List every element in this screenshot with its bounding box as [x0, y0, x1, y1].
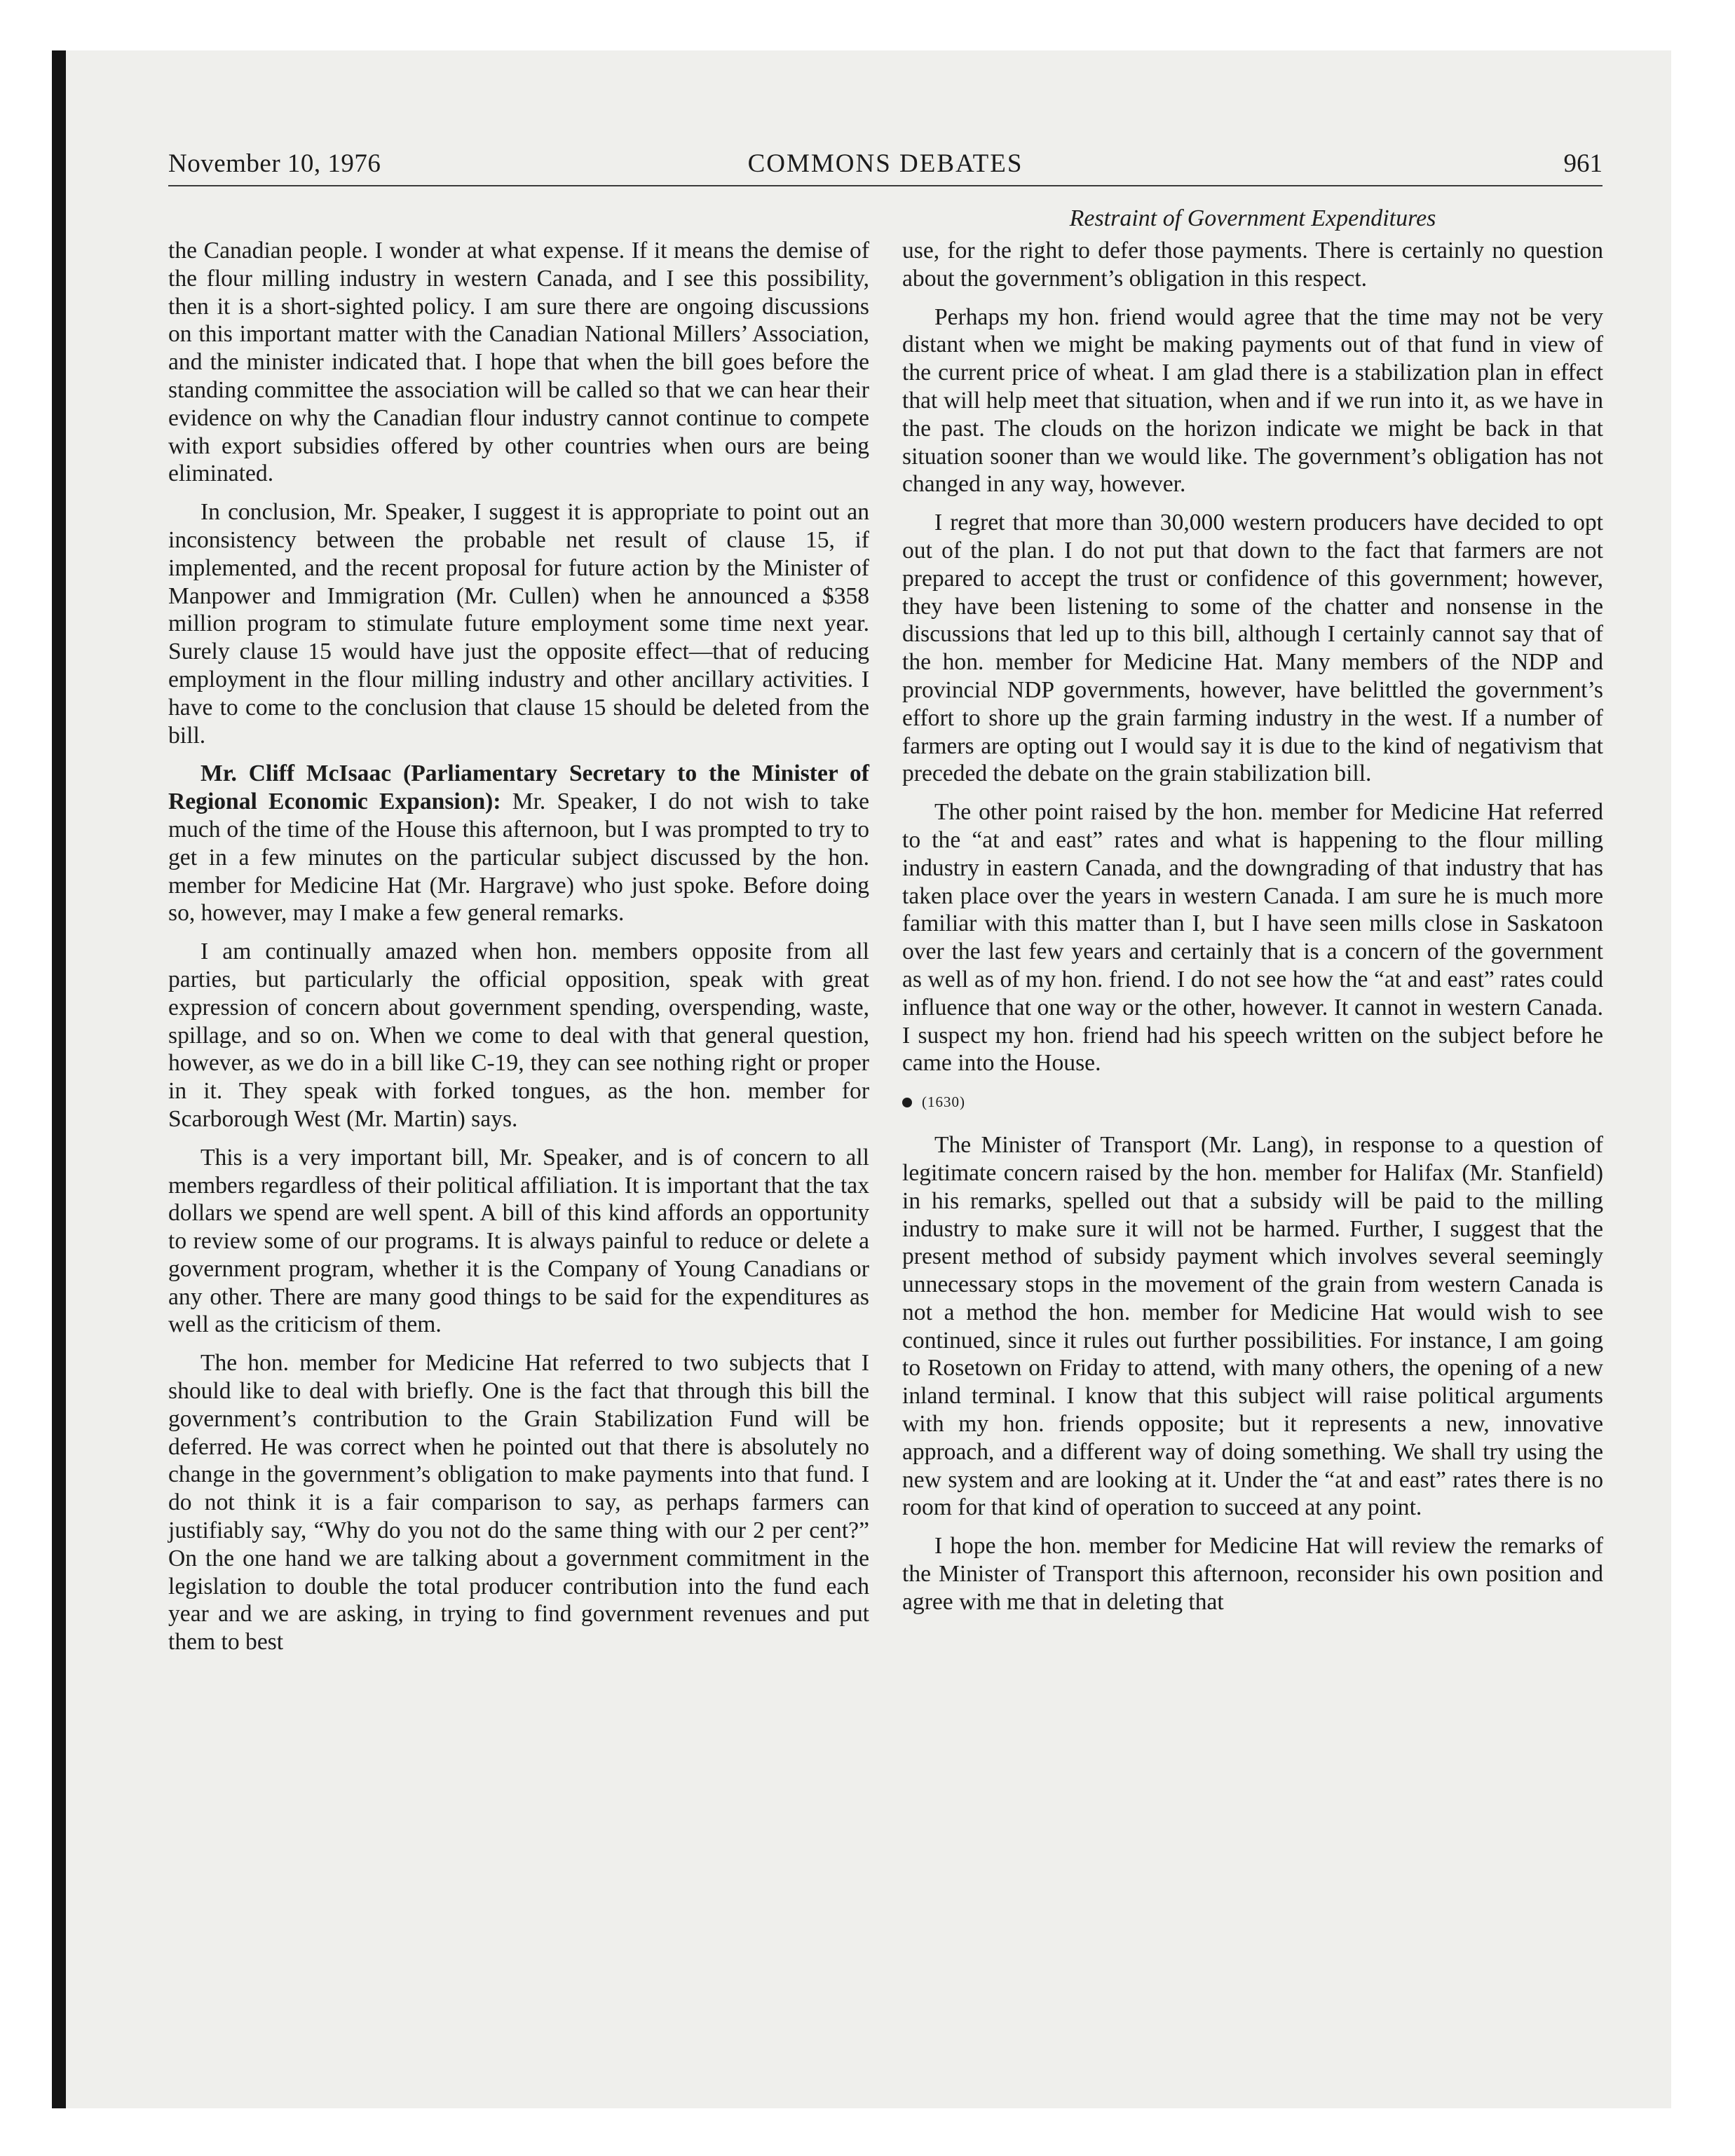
time-marker [902, 1088, 1603, 1116]
header-date: November 10, 1976 [168, 149, 381, 178]
left-paragraph-3 [168, 760, 869, 927]
speaker-name: Mr. Cliff McIsaac (Parliamentary Secretary to the Minister of Regional Economic Expansion): [168, 760, 869, 815]
left-column [168, 237, 869, 1656]
left-paragraph-6: The hon. member for Medicine Hat referred to two subjects that I should like to deal with briefly. One is the fact that through this bill the government’s contribution to the Grain Stabilization Fund will be deferred. He was correct when he pointed out that there is absolutely no change in the government’s obligation to make payments into that fund. I do not think it is a fair comparison to say, as perhaps farmers can justifiably say, “Why do you not do the same thing with our 2 per cent?” On the one hand we are talking about a government commitment in the legislation to double the total producer contribution into the fund each year and we are asking, in trying to find government revenues and put them to best [168, 1350, 869, 1656]
header-page-number: 961 [1563, 149, 1603, 178]
scan-edge-bar [52, 50, 66, 2108]
header-publication: COMMONS DEBATES [747, 149, 1023, 178]
left-paragraph-1: the Canadian people. I wonder at what expense. If it means the demise of the flour milling industry in western Canada, and I see this possibility, then it is a short-sighted policy. I am sure there are ongoing discussions on this important matter with the Canadian National Millers’ Association, and the minister indicated that. I hope that when the bill goes before the standing committee the association will be called so that we can hear their evidence on why the Canadian flour industry cannot continue to compete with export subsidies offered by other countries when ours are being eliminated. [168, 238, 869, 487]
right-paragraph-2: Perhaps my hon. friend would agree that the time may not be very distant when we might be making payments out of that fund in view of the current price of wheat. I am glad there is a stabilization plan in effect that will help meet that situation, when and if we run into it, as we have in the past. The clouds on the horizon indicate we might be back in that situation sooner than we would like. The government’s obligation has not changed in any way, however. [902, 303, 1603, 498]
right-paragraph-6: I hope the hon. member for Medicine Hat will review the remarks of the Minister of Transport this afternoon, reconsider his own position and agree with me that in deleting that [902, 1533, 1603, 1615]
left-paragraph-2: In conclusion, Mr. Speaker, I suggest it is appropriate to point out an inconsistency between the probable net result of clause 15, if implemented, and the recent proposal for future action by the Minister of Manpower and Immigration (Mr. Cullen) when he announced a $358 million program to stimulate future employment some time next year. Surely clause 15 would have just the opposite effect—that of reducing employment in the flour milling industry and other ancillary activities. I have to come to the conclusion that clause 15 should be deleted from the bill. [168, 499, 869, 749]
left-paragraph-5: This is a very important bill, Mr. Speaker, and is of concern to all members regardless of their political affiliation. It is important that the tax dollars we spend are well spent. A bill of this kind affords an opportunity to review some of our programs. It is always painful to reduce or delete a government program, whether it is the Company of Young Canadians or any other. There are many good things to be said for the expenditures as well as the criticism of them. [168, 1144, 869, 1338]
right-paragraph-5: The Minister of Transport (Mr. Lang), in response to a question of legitimate concern raised by the hon. member for Halifax (Mr. Stanfield) in his remarks, spelled out that a subsidy will be paid to the milling industry to make sure it will not be harmed. Further, I suggest that the present method of subsidy payment which involves several seemingly unnecessary stops in the movement of the grain from western Canada is not a method the hon. member for Medicine Hat would wish to see continued, since it rules out further possibilities. For instance, I am going to Rosetown on Friday to attend, with many others, the opening of a new inland terminal. I know that this subject will raise political arguments with my hon. friends opposite; but it represents a new, innovative approach, and a different way of doing something. We shall try using the new system and are looking at it. Under the “at and east” rates there is no room for that kind of operation to succeed at any point. [902, 1132, 1603, 1521]
right-paragraph-3: I regret that more than 30,000 western producers have decided to opt out of the plan. I do not put that down to the fact that farmers are not prepared to accept the trust or confidence of this government; however, they have been listening to some of the chatter and nonsense in the discussions that led up to this bill, although I certainly cannot say that of the hon. member for Medicine Hat. Many members of the NDP and provincial NDP governments, however, have belittled the government’s effort to shore up the grain farming industry in the west. If a number of farmers are opting out I would say it is due to the kind of negativism that preceded the debate on the grain stabilization bill. [902, 510, 1603, 787]
bullet-icon [902, 1098, 912, 1107]
speech-opening: Mr. Speaker, I do not wish to take much of the time of the House this afternoon, but I was prompted to try to get in a few minutes on the particular subject discussed by the hon. member for Medicine Hat (Mr. Hargrave) who just spoke. Before doing so, however, may I make a few general remarks. [168, 789, 869, 927]
right-paragraph-1: use, for the right to defer those payments. There is certainly no question about the government’s obligation in this respect. [902, 238, 1603, 292]
left-paragraph-4: I am continually amazed when hon. members opposite from all parties, but particularly the official opposition, speak with great expression of concern about government spending, overspending, waste, spillage, and so on. When we come to deal with that general question, however, as we do in a bill like C-19, they can see nothing right or proper in it. They speak with forked tongues, as the hon. member for Scarborough West (Mr. Martin) says. [168, 939, 869, 1132]
right-column [902, 205, 1603, 1616]
running-head: Restraint of Government Expenditures [1069, 205, 1436, 231]
page-header [168, 147, 1603, 186]
right-paragraph-4: The other point raised by the hon. member for Medicine Hat referred to the “at and east” rates and what is happening to the flour milling industry in eastern Canada, and the downgrading of that industry that has taken place over the years in western Canada. I am sure he is much more familiar with this matter than I, but I have seen mills close in Saskatoon over the last few years and certainly that is a concern of the government as well as of my hon. friend. I do not see how the “at and east” rates could influence that one way or the other, however. It cannot in western Canada. I suspect my hon. friend had his speech written on the subject before he came into the House. [902, 799, 1603, 1077]
time-marker-label: (1630) [922, 1093, 965, 1111]
